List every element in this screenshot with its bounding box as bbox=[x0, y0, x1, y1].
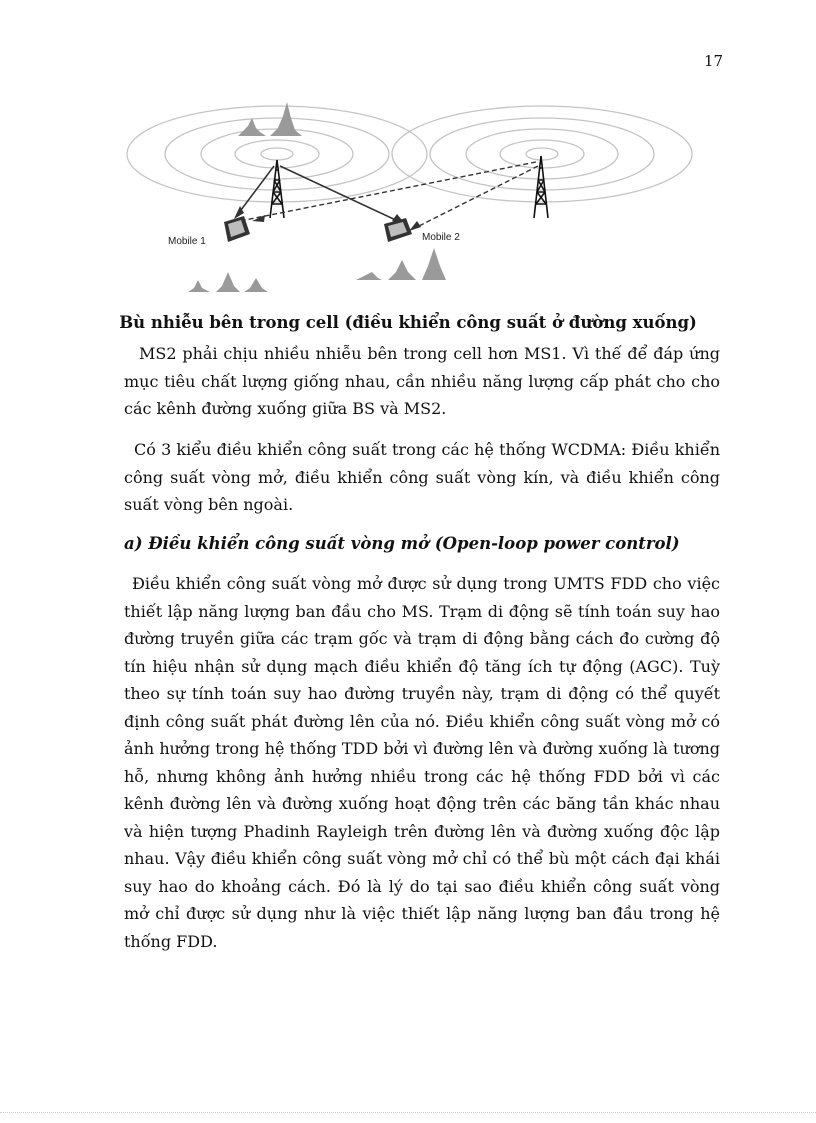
interference-figure bbox=[120, 92, 700, 302]
mobile-2-label: Mobile 2 bbox=[422, 232, 460, 243]
cell-diagram bbox=[120, 92, 700, 302]
page-number: 17 bbox=[704, 52, 724, 70]
paragraph-open-loop: Điều khiển công suất vòng mở được sử dụng trong UMTS FDD cho việc thiết lập năng lượng ban đầu cho MS. Trạm di động sẽ tính toán suy hao đường truyền giữa các trạm gốc và trạm di động bằng cách đo cường độ tín hiệu nhận sử dụng mạch điều khiển độ tăng ích tự động (AGC). Tuỳ theo sự tính toán suy hao đường truyền này, trạm di động có thể quyết định công suất phát đường lên của nó. Điều khiển công suất vòng mở có ảnh hưởng trong hệ thống TDD bởi vì đường lên và đường xuống là tương hỗ, nhưng không ảnh hưởng nhiều trong các hệ thống FDD bởi vì các kênh đường lên và đường xuống hoạt động trên các băng tần khác nhau và hiện tượng Phadinh Rayleigh trên đường lên và đường xuống độc lập nhau. Vậy điều khiển công suất vòng mở chỉ có thể bù một cách đại khái suy hao do khoảng cách. Đó là lý do tại sao điều khiển công suất vòng mở chỉ được sử dụng như là việc thiết lập năng lượng ban đầu trong hệ thống FDD. bbox=[124, 574, 720, 951]
figure-caption: Bù nhiễu bên trong cell (điều khiển công suất ở đường xuống) bbox=[119, 313, 697, 332]
signal-spikes-mobile2 bbox=[356, 248, 446, 280]
page-bottom-rule bbox=[0, 1112, 816, 1113]
mobile-1-label: Mobile 1 bbox=[168, 236, 206, 247]
mobile-1-device bbox=[224, 216, 250, 242]
cell1-rings bbox=[127, 106, 427, 202]
signal-spikes-mobile1 bbox=[188, 272, 268, 292]
mobile-2-device bbox=[384, 218, 412, 242]
base-station-2-tower bbox=[534, 156, 548, 218]
section-heading: a) Điều khiển công suất vòng mở (Open-loop power control) bbox=[124, 534, 680, 553]
paragraph-intro: MS2 phải chịu nhiều nhiễu bên trong cell hơn MS1. Vì thế để đáp ứng mục tiêu chất lượng giống nhau, cần nhiều năng lượng cấp phát cho cho các kênh đường xuống giữa BS và MS2. bbox=[124, 344, 720, 418]
paragraph-types: Có 3 kiểu điều khiển công suất trong các hệ thống WCDMA: Điều khiển công suất vòng mở, điều khiển công suất vòng kín, và điều khiển công suất vòng bên ngoài. bbox=[124, 440, 720, 514]
